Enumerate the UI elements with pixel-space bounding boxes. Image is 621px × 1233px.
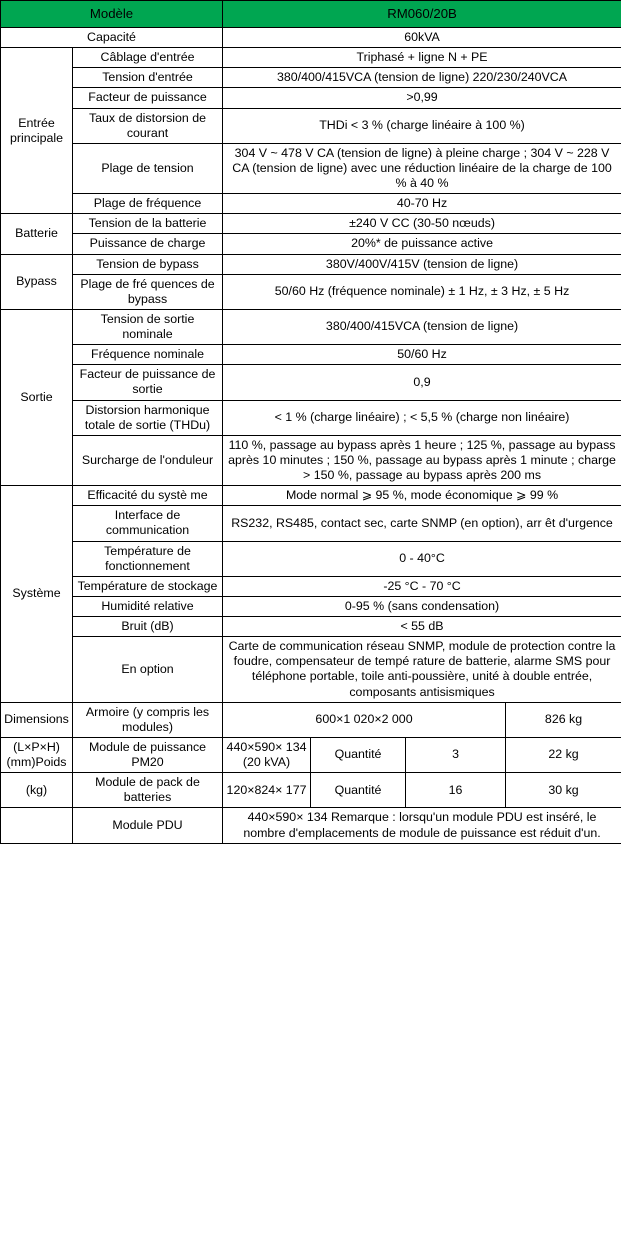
group-label-dimensions-3: (kg) xyxy=(1,773,73,808)
table-row xyxy=(1,68,621,88)
table-row xyxy=(1,541,621,576)
row-value: 0 - 40°C xyxy=(223,541,621,576)
row-value: 380V/400V/415V (tension de ligne) xyxy=(223,254,621,274)
row-label: Tension de bypass xyxy=(73,254,223,274)
row-value: RS232, RS485, contact sec, carte SNMP (en option), arr êt d'urgence xyxy=(223,506,621,541)
row-dimension: 600×1 020×2 000 xyxy=(223,702,506,737)
row-value: ±240 V CC (30-50 nœuds) xyxy=(223,214,621,234)
row-weight: 826 kg xyxy=(506,702,621,737)
group-label-output: Sortie xyxy=(1,309,73,485)
row-value: < 55 dB xyxy=(223,617,621,637)
row-label: Distorsion harmonique totale de sortie (THDu) xyxy=(73,400,223,435)
row-value: -25 °C - 70 °C xyxy=(223,576,621,596)
row-qty-value: 16 xyxy=(406,773,506,808)
row-weight: 30 kg xyxy=(506,773,621,808)
row-label: Module de puissance PM20 xyxy=(73,737,223,772)
table-header-row xyxy=(1,1,621,28)
row-label: Efficacité du systè me xyxy=(73,486,223,506)
row-qty-value: 3 xyxy=(406,737,506,772)
row-label: Température de fonctionnement xyxy=(73,541,223,576)
table-row xyxy=(1,88,621,108)
row-label: Facteur de puissance xyxy=(73,88,223,108)
group-label-dimensions-2: (L×P×H)(mm)Poids xyxy=(1,737,73,772)
table-row xyxy=(1,617,621,637)
row-label: Tension de sortie nominale xyxy=(73,309,223,344)
row-value: 20%* de puissance active xyxy=(223,234,621,254)
table-row xyxy=(1,576,621,596)
table-row xyxy=(1,28,621,48)
row-label: Câblage d'entrée xyxy=(73,48,223,68)
row-label: Surcharge de l'onduleur xyxy=(73,435,223,485)
row-value: 40-70 Hz xyxy=(223,194,621,214)
row-qty-label: Quantité xyxy=(311,737,406,772)
header-model-value: RM060/20B xyxy=(223,1,621,28)
row-value: 50/60 Hz (fréquence nominale) ± 1 Hz, ± 3 Hz, ± 5 Hz xyxy=(223,274,621,309)
row-value: Triphasé + ligne N + PE xyxy=(223,48,621,68)
row-value: 50/60 Hz xyxy=(223,345,621,365)
row-value: Carte de communication réseau SNMP, module de protection contre la foudre, compensateur de tempé rature de batterie, alarme SMS pour téléphone portable, toile anti-poussière, unité à double entrée, composants antisismiques xyxy=(223,637,621,703)
row-label: Humidité relative xyxy=(73,596,223,616)
row-label: Facteur de puissance de sortie xyxy=(73,365,223,400)
row-label: Fréquence nominale xyxy=(73,345,223,365)
row-value: 380/400/415VCA (tension de ligne) 220/230/240VCA xyxy=(223,68,621,88)
table-row xyxy=(1,596,621,616)
row-value: 0-95 % (sans condensation) xyxy=(223,596,621,616)
row-label: Tension de la batterie xyxy=(73,214,223,234)
group-label-dimensions-1: Dimensions xyxy=(1,702,73,737)
row-label: Module de pack de batteries xyxy=(73,773,223,808)
row-label: Bruit (dB) xyxy=(73,617,223,637)
group-label-main-input: Entrée principale xyxy=(1,48,73,214)
table-row xyxy=(1,400,621,435)
row-dimension: 120×824× 177 xyxy=(223,773,311,808)
row-qty-label: Quantité xyxy=(311,773,406,808)
header-model-label: Modèle xyxy=(1,1,223,28)
row-weight: 22 kg xyxy=(506,737,621,772)
row-value: >0,99 xyxy=(223,88,621,108)
table-row xyxy=(1,309,621,344)
group-label-battery: Batterie xyxy=(1,214,73,254)
table-row xyxy=(1,637,621,703)
group-label-dimensions-4 xyxy=(1,808,73,843)
table-row xyxy=(1,737,621,772)
row-value: 380/400/415VCA (tension de ligne) xyxy=(223,309,621,344)
table-row xyxy=(1,486,621,506)
table-row xyxy=(1,108,621,143)
table-row xyxy=(1,194,621,214)
row-value: 0,9 xyxy=(223,365,621,400)
table-row xyxy=(1,365,621,400)
capacity-value: 60kVA xyxy=(223,28,621,48)
table-row xyxy=(1,506,621,541)
row-label: Plage de fré quences de bypass xyxy=(73,274,223,309)
row-value: < 1 % (charge linéaire) ; < 5,5 % (charge non linéaire) xyxy=(223,400,621,435)
row-label: Plage de fréquence xyxy=(73,194,223,214)
table-row xyxy=(1,808,621,843)
capacity-label: Capacité xyxy=(1,28,223,48)
row-dimension: 440×590× 134 Remarque : lorsqu'un module PDU est inséré, le nombre d'emplacements de module de puissance est réduit d'un. xyxy=(223,808,621,843)
table-row xyxy=(1,345,621,365)
table-row xyxy=(1,214,621,234)
row-dimension: 440×590× 134 (20 kVA) xyxy=(223,737,311,772)
row-label: Plage de tension xyxy=(73,143,223,193)
row-value: 304 V ~ 478 V CA (tension de ligne) à pleine charge ; 304 V ~ 228 V CA (tension de ligne) avec une réduction linéaire de la charge de 100 % à 40 % xyxy=(223,143,621,193)
row-value: Mode normal ⩾ 95 %, mode économique ⩾ 99 % xyxy=(223,486,621,506)
row-value: 110 %, passage au bypass après 1 heure ; 125 %, passage au bypass après 10 minutes ; 150 %, passage au bypass après 1 minute ; charge > 150 %, passage au bypass après 200 ms xyxy=(223,435,621,485)
table-row xyxy=(1,254,621,274)
table-row xyxy=(1,143,621,193)
row-label: Température de stockage xyxy=(73,576,223,596)
row-label: Puissance de charge xyxy=(73,234,223,254)
group-label-system: Système xyxy=(1,486,73,703)
row-label: Interface de communication xyxy=(73,506,223,541)
row-value: THDi < 3 % (charge linéaire à 100 %) xyxy=(223,108,621,143)
table-row xyxy=(1,274,621,309)
table-row xyxy=(1,435,621,485)
group-label-bypass: Bypass xyxy=(1,254,73,309)
row-label: Module PDU xyxy=(73,808,223,843)
table-row xyxy=(1,234,621,254)
table-row xyxy=(1,48,621,68)
row-label: Tension d'entrée xyxy=(73,68,223,88)
table-row xyxy=(1,702,621,737)
table-row xyxy=(1,773,621,808)
row-label: En option xyxy=(73,637,223,703)
row-label: Taux de distorsion de courant xyxy=(73,108,223,143)
row-label: Armoire (y compris les modules) xyxy=(73,702,223,737)
